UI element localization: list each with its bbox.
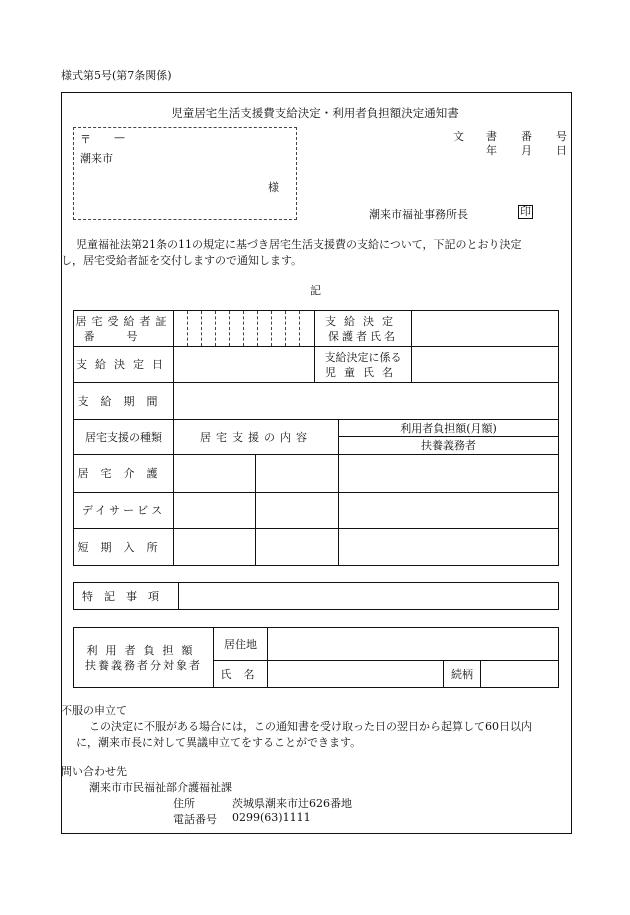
doc-number-char-2: 書 <box>486 130 497 143</box>
postal-dash: — <box>114 131 125 144</box>
date-year: 年 <box>486 144 497 157</box>
doc-number-char-1: 文 <box>453 130 464 143</box>
service-row-home-care: 居宅介護 <box>77 467 170 480</box>
date-month: 月 <box>521 144 532 157</box>
contact-address-label: 住所 <box>173 797 195 810</box>
child-name-label-2: 児童氏名 <box>325 365 401 379</box>
date-day: 日 <box>556 144 567 157</box>
seal-stamp <box>518 205 533 219</box>
body-text-line-2: し，居宅受給者証を交付しますので通知します。 <box>61 254 303 267</box>
name-label: 氏名 <box>220 667 267 681</box>
cert-number-label <box>74 311 173 346</box>
service-content-label: 居宅支援の内容 <box>200 430 312 444</box>
doc-number-char-4: 号 <box>556 130 567 143</box>
ki-heading: 記 <box>310 284 321 297</box>
target-label-1: 利用者負担額 <box>86 643 201 657</box>
contact-phone: 0299(63)1111 <box>232 811 311 824</box>
contact-phone-label: 電話番号 <box>173 813 217 826</box>
service-type-label: 居宅支援の種類 <box>85 430 162 444</box>
target-label <box>74 628 213 687</box>
special-notes-label: 特記事項 <box>82 589 170 603</box>
cert-number-label-2: 番号 <box>83 329 170 343</box>
address-box <box>73 127 297 220</box>
address-city: 潮来市 <box>80 152 113 165</box>
honorific: 様 <box>268 181 279 194</box>
appeal-heading: 不服の申立て <box>61 704 127 717</box>
target-label-2: 扶養義務者分対象者 <box>85 658 202 672</box>
postal-mark: 〒 <box>80 133 91 146</box>
guardian-label <box>315 311 411 346</box>
burden-label: 利用者負担額(月額) <box>400 421 497 435</box>
guardian-label-1: 支給決定 <box>325 314 401 328</box>
relation-label: 続柄 <box>451 667 473 681</box>
doc-number-char-3: 番 <box>521 130 532 143</box>
service-row-day-service: デイサービス <box>81 504 166 517</box>
appeal-text-line-1: この決定に不服がある場合には，この通知書を受け取った日の翌日から起算して60日以内 <box>89 720 532 733</box>
issuer: 潮来市福祉事務所長 <box>369 208 468 221</box>
contact-heading: 問い合わせ先 <box>61 765 127 778</box>
document-title: 児童居宅生活支援費支給決定・利用者負担額決定通知書 <box>171 106 459 120</box>
supporter-label: 扶養義務者 <box>421 439 476 452</box>
period-label: 支給期間 <box>77 394 170 408</box>
guardian-label-2: 保護者氏名 <box>328 329 398 343</box>
seal-mark: 印 <box>520 205 531 218</box>
child-name-label <box>315 347 411 382</box>
child-name-label-1: 支給決定に係る <box>324 350 402 364</box>
cert-number-label-1: 居宅受給者証 <box>75 314 172 328</box>
residence-label: 居住地 <box>224 637 257 651</box>
contact-address: 茨城県潮来市辻626番地 <box>232 797 352 810</box>
form-number: 様式第5号(第7条関係) <box>61 69 172 82</box>
body-text-line-1: 児童福祉法第21条の11の規定に基づき居宅生活支援費の支給について，下記のとおり決定 <box>76 238 522 251</box>
decision-date-label: 支給決定日 <box>76 358 171 371</box>
appeal-text-line-2: に，潮来市長に対して異議申立てをすることができます。 <box>76 736 362 749</box>
contact-department: 潮来市市民福祉部介護福祉課 <box>89 781 232 794</box>
service-row-short-stay: 短期入所 <box>77 540 170 554</box>
